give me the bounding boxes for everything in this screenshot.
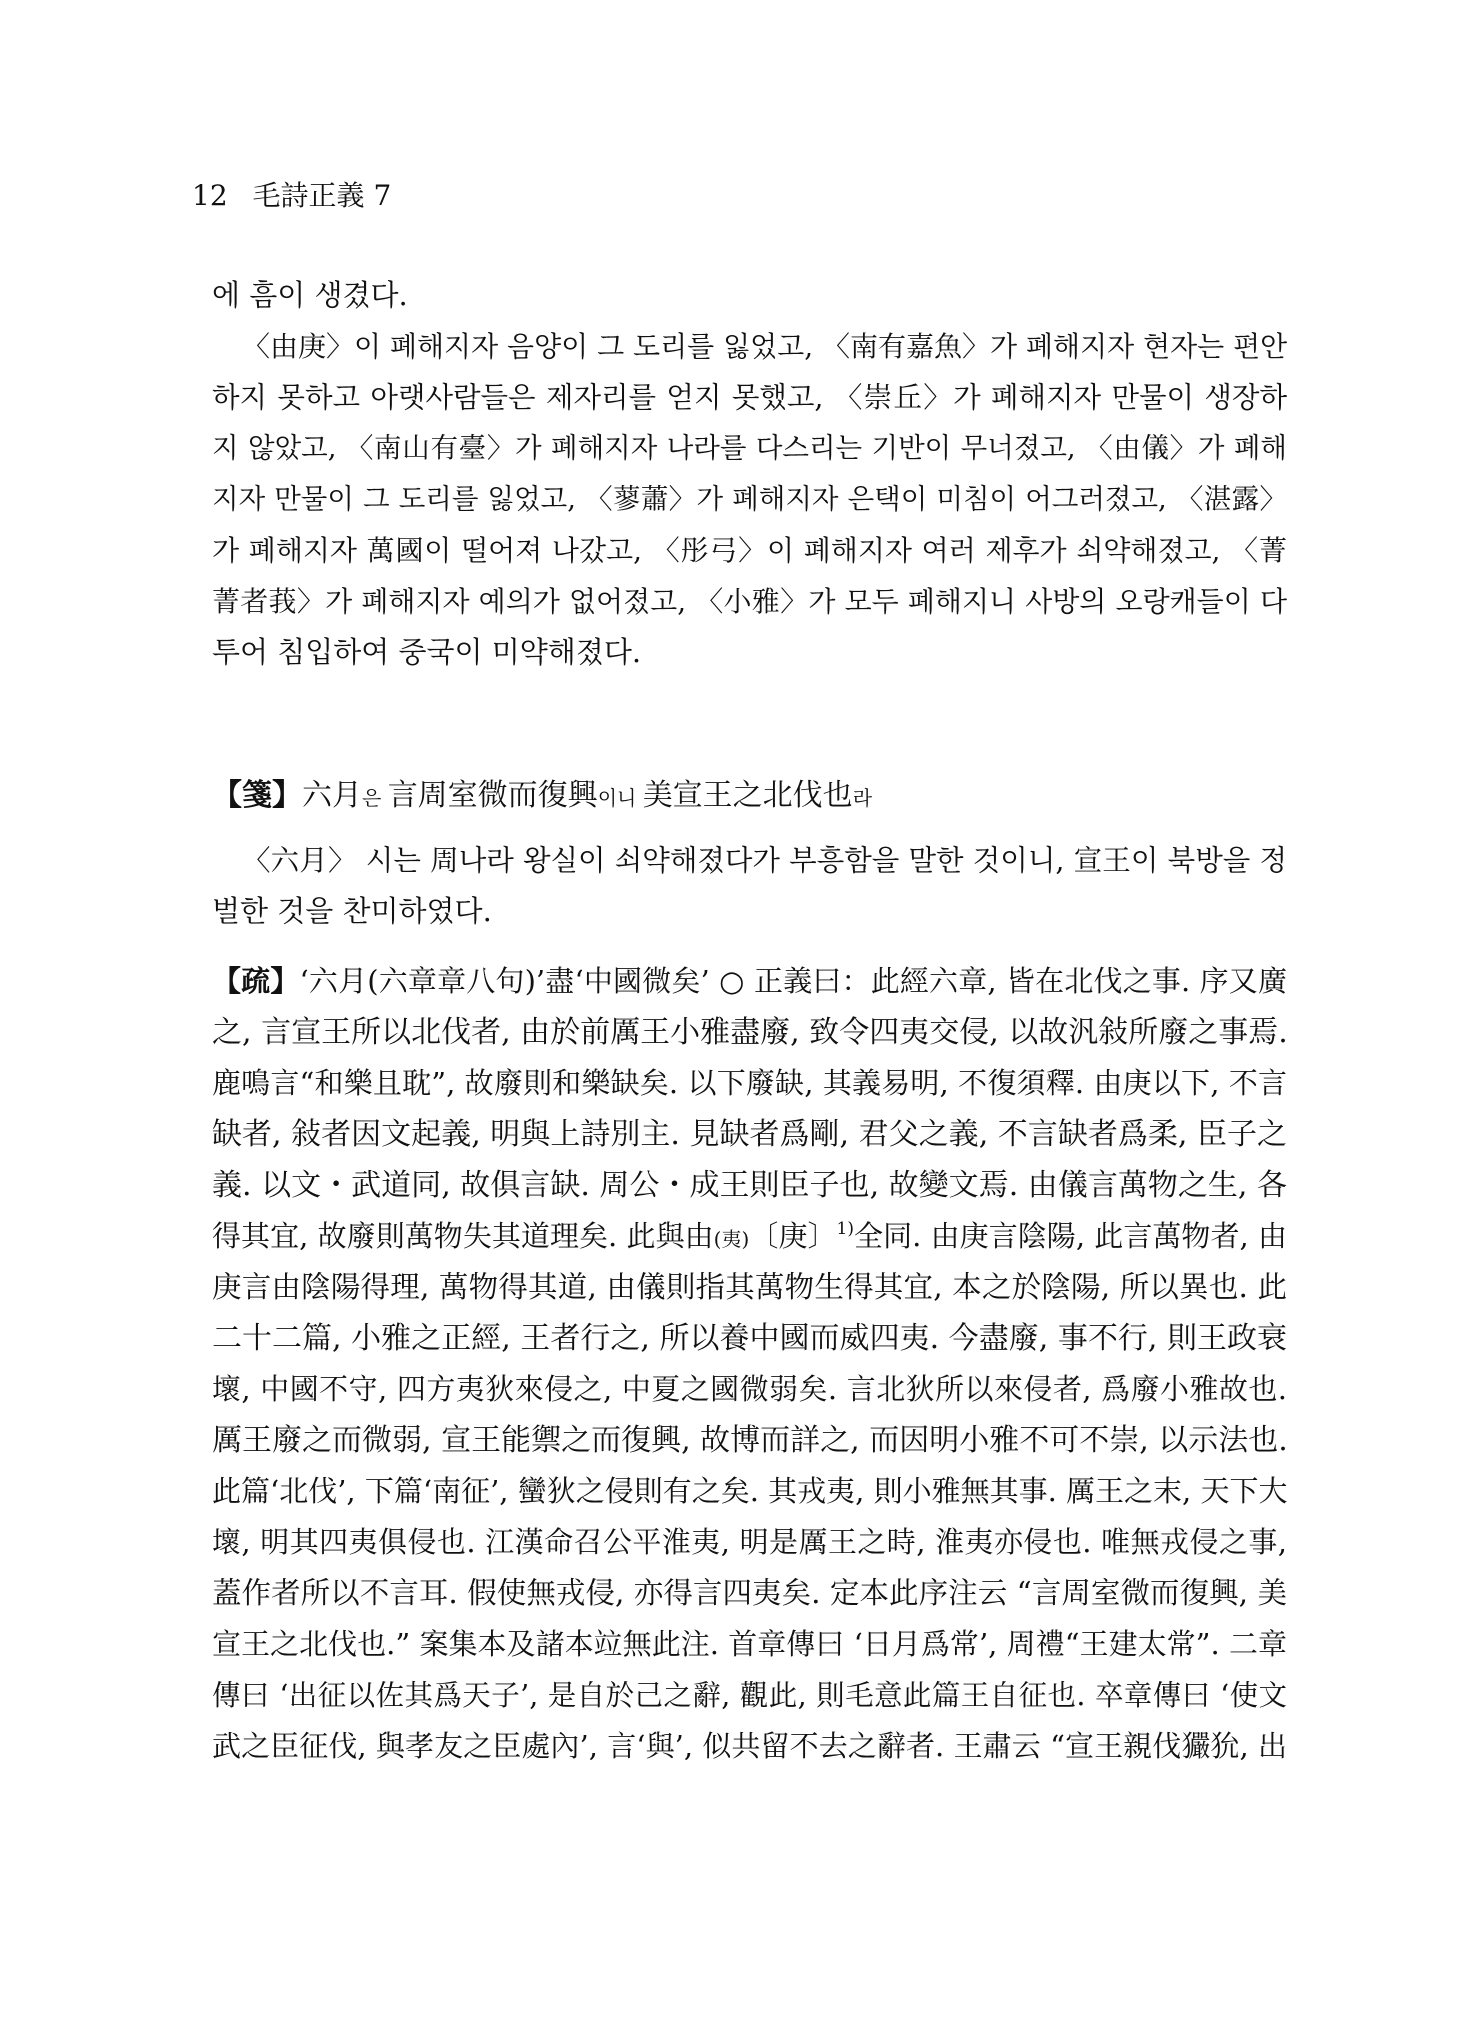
text-segment: 全同. 由庚言陰陽, 此言萬物者, 由: [854, 1219, 1288, 1253]
text-line: 之, 言宣王所以北伐者, 由於前厲王小雅盡廢, 致令四夷交侵, 以故汎敍所廢之事焉.: [212, 1015, 1288, 1050]
text-segment: 得其宜, 故廢則萬物失其道理矣. 此與由: [212, 1219, 714, 1253]
text-line: 缺者, 敍者因文起義, 明與上詩別主. 見缺者爲剛, 君父之義, 不言缺者爲柔, 臣子之: [212, 1117, 1287, 1152]
shu-first-line: [212, 956, 1287, 1007]
text-line: 厲王廢之而微弱, 宣王能禦之而復興, 故博而詳之, 而因明小雅不可不崇, 以示法也.: [212, 1423, 1288, 1458]
book-title: 毛詩正義 7: [252, 179, 392, 212]
text-line: 에 흠이 생겼다.: [212, 278, 408, 312]
shu-first-text: ‘六月(六章章八句)’盡‘中國微矣’ ○ 正義曰：此經六章, 皆在北伐之事. 序又廣: [299, 964, 1287, 998]
text-line: 宣王之北伐也.” 案集本及諸本竝無此注. 首章傳曰 ‘日月爲常’, 周禮“王建太常”. 二章: [212, 1627, 1287, 1661]
text-line: 하지 못하고 아랫사람들은 제자리를 얻지 못했고, 〈崇丘〉가 폐해지자 만물이 생장하: [212, 381, 1287, 414]
text-line: 蓋作者所以不言耳. 假使無戎侵, 亦得言四夷矣. 定本此序注云 “言周室微而復興, 美: [212, 1576, 1287, 1610]
text-line: 〈由庚〉이 폐해지자 음양이 그 도리를 잃었고, 〈南有嘉魚〉가 폐해지자 현자는 편안: [242, 330, 1288, 363]
text-line: 此篇‘北伐’, 下篇‘南征’, 蠻狄之侵則有之矣. 其戎夷, 則小雅無其事. 厲王之末, 天下大: [212, 1474, 1288, 1508]
text-line-with-emendation: [212, 1211, 1287, 1262]
text-line: 鹿鳴言“和樂且耽”, 故廢則和樂缺矣. 以下廢缺, 其義易明, 不復須釋. 由庚以下, 不言: [212, 1066, 1287, 1100]
text-line: 壞, 中國不守, 四方夷狄來侵之, 中夏之國微弱矣. 言北狄所以來侵者, 爲廢小雅故也.: [212, 1372, 1287, 1406]
translation-paragraph-2: [212, 835, 1287, 937]
page-number: 12: [192, 179, 228, 212]
jian-text: 言周室微而復興: [387, 778, 598, 813]
text-line: 투어 침입하여 중국이 미약해졌다.: [212, 635, 642, 669]
emended-char: (夷): [713, 1227, 750, 1251]
corrected-char: 〔庚〕: [749, 1219, 837, 1253]
running-header: [192, 178, 391, 214]
text-line: 義. 以文・武道同, 故俱言缺. 周公・成王則臣子也, 故變文焉. 由儀言萬物之生, 各: [212, 1168, 1287, 1203]
text-line: 가 폐해지자 萬國이 떨어져 나갔고, 〈彤弓〉이 폐해지자 여러 제후가 쇠약해졌고, 〈菁: [212, 534, 1287, 567]
text-line: 庚言由陰陽得理, 萬物得其道, 由儀則指其萬物生得其宜, 本之於陰陽, 所以異也. 此: [212, 1270, 1287, 1304]
footnote-marker: 1): [836, 1219, 854, 1239]
jian-text: 美宣王之北伐也: [642, 778, 853, 813]
text-line: 二十二篇, 小雅之正經, 王者行之, 所以養中國而威四夷. 今盡廢, 事不行, 則王政衰: [212, 1321, 1287, 1356]
jian-tag: 【箋】: [212, 778, 302, 813]
jian-particle: 라: [852, 786, 873, 810]
text-line: 傳曰 ‘出征以佐其爲天子’, 是自於己之辭, 觀此, 則毛意此篇王自征也. 卒章傳曰 ‘使文: [212, 1679, 1287, 1712]
shu-commentary: [212, 956, 1287, 1772]
text-line: 지자 만물이 그 도리를 잃었고, 〈蓼蕭〉가 폐해지자 은택이 미침이 어그러졌고, 〈湛露〉: [212, 483, 1287, 515]
jian-line: [212, 770, 1287, 821]
jian-annotation: [212, 770, 1287, 821]
jian-particle: 이니: [597, 786, 643, 810]
text-line: 지 않았고, 〈南山有臺〉가 폐해지자 나라를 다스리는 기반이 무너졌고, 〈由儀〉가 폐해: [212, 432, 1287, 464]
jian-particle: 은: [362, 786, 388, 810]
text-line: 벌한 것을 찬미하였다.: [212, 894, 492, 928]
text-line: 武之臣征伐, 與孝友之臣處內’, 言‘與’, 似共留不去之辭者. 王肅云 “宣王親伐玁狁, 出: [212, 1729, 1287, 1763]
text-line: 菁者莪〉가 폐해지자 예의가 없어졌고, 〈小雅〉가 모두 폐해지니 사방의 오랑캐들이 다: [212, 585, 1287, 618]
text-line: 壞, 明其四夷俱侵也. 江漢命召公平淮夷, 明是厲王之時, 淮夷亦侵也. 唯無戎侵之事,: [212, 1525, 1287, 1559]
jian-text: 六月: [302, 778, 362, 813]
translation-paragraph-1: [212, 270, 1287, 678]
text-line: 〈六月〉 시는 周나라 왕실이 쇠약해졌다가 부흥함을 말한 것이니, 宣王이 북방을 정: [242, 844, 1287, 877]
shu-tag: 【疏】: [212, 964, 300, 998]
